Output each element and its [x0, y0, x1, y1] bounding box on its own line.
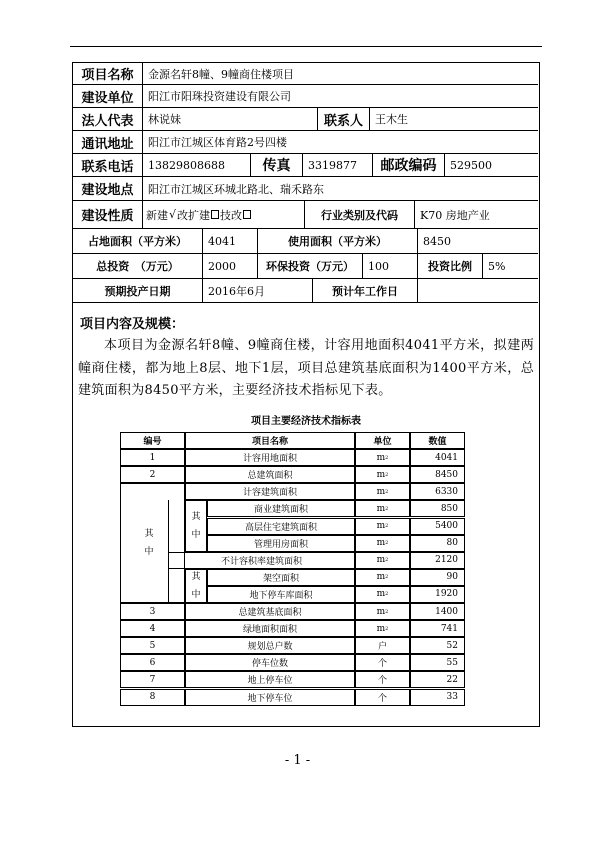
unit-superscript: 2	[385, 505, 389, 512]
land-area-label: 占地面积（平方米）	[73, 229, 203, 254]
start-date-label: 预期投产日期	[73, 279, 203, 303]
row-value: 2120	[410, 552, 465, 569]
unit-superscript: 2	[385, 574, 389, 581]
unit-superscript: 2	[385, 540, 389, 547]
nature-options	[143, 201, 305, 229]
unchecked-box-icon	[243, 210, 251, 219]
header-unit: 单位	[355, 432, 410, 449]
env-invest-label: 环保投资（万元）	[258, 254, 363, 279]
row-name: 总建筑基底面积	[185, 603, 355, 620]
group-label-outer	[130, 500, 168, 586]
row-no: 6	[120, 654, 185, 671]
unit-text: m	[376, 503, 386, 514]
unit-cell	[355, 483, 410, 500]
table-title: 项目主要经济技术指标表	[251, 416, 361, 427]
unit-superscript: 2	[385, 625, 389, 632]
group-char: 中	[191, 589, 201, 600]
row-value: 55	[410, 654, 465, 671]
project-name-label: 项目名称	[73, 63, 143, 85]
invest-ratio-label: 投资比例	[418, 254, 483, 279]
unit-text: m	[376, 572, 386, 583]
env-invest-value: 100	[363, 254, 418, 279]
unit-text: m	[376, 538, 386, 549]
header-no: 编号	[120, 432, 185, 449]
start-date-value: 2016年6月	[203, 279, 313, 303]
postcode-value: 529500	[445, 154, 538, 177]
unit-cell: 户	[355, 637, 410, 654]
legal-rep-label: 法人代表	[73, 108, 143, 131]
unit-text: m	[376, 452, 386, 463]
unit-cell	[355, 535, 410, 552]
header-value: 数值	[410, 432, 465, 449]
contact-label: 联系人	[318, 108, 370, 131]
unit-superscript: 2	[385, 557, 389, 564]
row-name: 计容建筑面积	[185, 483, 355, 500]
checked-box-icon: √	[169, 208, 177, 221]
unit-cell	[355, 449, 410, 466]
row-value: 850	[410, 500, 465, 517]
total-invest-value: 2000	[203, 254, 258, 279]
row-name: 不计容积率建筑面积	[168, 552, 355, 569]
row-no: 8	[120, 689, 185, 706]
postcode-label: 邮政编码	[373, 154, 445, 177]
row-value: 52	[410, 637, 465, 654]
unit-cell: 个	[355, 689, 410, 706]
unit-cell: 个	[355, 671, 410, 688]
unit-superscript: 2	[385, 608, 389, 615]
unit-cell	[355, 466, 410, 483]
unit-text: m	[376, 521, 386, 532]
unit-superscript: 2	[385, 488, 389, 495]
unit-cell	[355, 552, 410, 569]
row-name: 计容用地面积	[185, 449, 355, 466]
unit-cell	[355, 603, 410, 620]
unit-text: m	[376, 555, 386, 566]
group-char: 其	[191, 571, 201, 582]
address-label: 通讯地址	[73, 131, 143, 154]
industry-label: 行业类别及代码	[305, 201, 415, 229]
row-value: 741	[410, 620, 465, 637]
land-area-value: 4041	[203, 229, 258, 254]
row-no: 5	[120, 637, 185, 654]
phone-value: 13829808688	[143, 154, 251, 177]
nature-tech-option: 技改	[220, 208, 243, 222]
row-value: 4041	[410, 449, 465, 466]
row-value: 8450	[410, 466, 465, 483]
row-name: 架空面积	[207, 569, 355, 586]
unit-superscript: 2	[385, 591, 389, 598]
row-value: 5400	[410, 518, 465, 535]
contact-value: 王木生	[370, 108, 538, 131]
address-value: 阳江市江城区体育路2号四楼	[143, 131, 538, 154]
row-no: 1	[120, 449, 185, 466]
workdays-value	[418, 279, 538, 303]
row-name: 商业建筑面积	[207, 500, 355, 517]
row-value: 22	[410, 671, 465, 688]
row-value: 1920	[410, 586, 465, 603]
row-name: 规划总户数	[185, 637, 355, 654]
row-no: 7	[120, 671, 185, 688]
row-name: 总建筑面积	[185, 466, 355, 483]
section-title: 项目内容及规模：	[80, 317, 185, 332]
row-no: 4	[120, 620, 185, 637]
row-value: 6330	[410, 483, 465, 500]
group-char: 其	[144, 529, 154, 540]
header-name: 项目名称	[185, 432, 355, 449]
total-invest-label: 总投资 （万元）	[73, 254, 203, 279]
fax-value: 3319877	[303, 154, 373, 177]
row-name: 地下停车库面积	[207, 586, 355, 603]
unit-cell	[355, 586, 410, 603]
group-char: 中	[144, 547, 154, 558]
header-rule	[70, 46, 542, 47]
project-name-value: 金源名轩8幢、9幢商住楼项目	[143, 63, 538, 85]
fax-label: 传真	[251, 154, 303, 177]
row-name: 停车位数	[185, 654, 355, 671]
row-value: 33	[410, 689, 465, 706]
unit-cell	[355, 518, 410, 535]
page-number: - 1 -	[284, 753, 311, 768]
unit-cell	[355, 620, 410, 637]
project-description: 本项目为金源名轩8幢、9幢商住楼，计容用地面积4041平方米，拟建两幢商住楼，都为地上8层、地下1层，项目总建筑基底面积为1400平方米，总建筑面积为8450平方米，主要经济技术指标见下表。	[78, 338, 534, 398]
unit-text: m	[376, 606, 386, 617]
subgroup-label	[185, 500, 207, 551]
unit-cell: 个	[355, 654, 410, 671]
unchecked-box-icon	[211, 210, 219, 219]
unit-cell	[355, 500, 410, 517]
use-area-value: 8450	[418, 229, 538, 254]
industry-value: K70 房地产业	[415, 201, 538, 229]
location-label: 建设地点	[73, 177, 143, 201]
location-value: 阳江市江城区环城北路北、瑞禾路东	[143, 177, 538, 201]
use-area-label: 使用面积（平方米）	[258, 229, 418, 254]
row-name: 地上停车位	[185, 671, 355, 688]
row-name: 地下停车位	[185, 689, 355, 706]
group-char: 其	[191, 512, 201, 523]
unit-text: m	[376, 486, 386, 497]
row-name: 绿地面积面积	[185, 620, 355, 637]
invest-ratio-value: 5%	[483, 254, 538, 279]
legal-rep-value: 林说妹	[143, 108, 318, 131]
nature-expand-option: 改扩建	[177, 208, 211, 222]
builder-label: 建设单位	[73, 85, 143, 108]
unit-cell	[355, 569, 410, 586]
row-name: 管理用房面积	[207, 535, 355, 552]
unit-text: m	[376, 469, 386, 480]
unit-text: m	[376, 623, 386, 634]
row-name: 高层住宅建筑面积	[207, 518, 355, 535]
row-value: 90	[410, 569, 465, 586]
workdays-label: 预计年工作日	[313, 279, 418, 303]
row-value: 1400	[410, 603, 465, 620]
row-no: 3	[120, 603, 185, 620]
nature-label: 建设性质	[73, 201, 143, 229]
subgroup-label	[185, 569, 207, 603]
unit-superscript: 2	[385, 471, 389, 478]
unit-superscript: 2	[385, 454, 389, 461]
row-value: 80	[410, 535, 465, 552]
row-no: 2	[120, 466, 185, 483]
nature-new-option: 新建	[146, 208, 168, 222]
builder-value: 阳江市阳珠投资建设有限公司	[143, 85, 538, 108]
phone-label: 联系电话	[73, 154, 143, 177]
group-char: 中	[191, 530, 201, 541]
unit-text: m	[376, 589, 386, 600]
unit-superscript: 2	[385, 523, 389, 530]
